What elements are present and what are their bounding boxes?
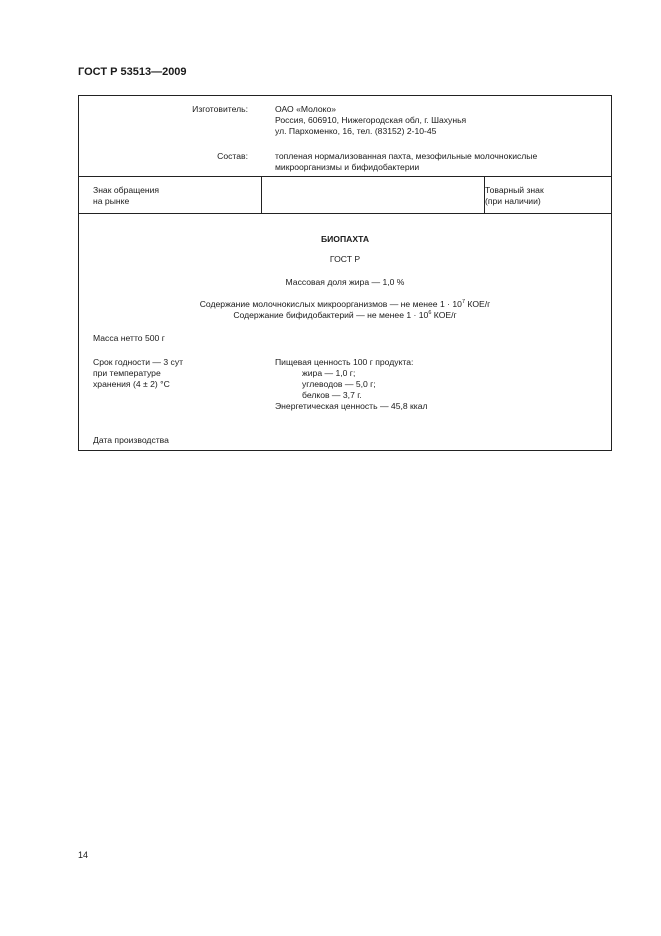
nutrition-fat: жира — 1,0 г; — [302, 368, 356, 378]
fat-content: Массовая доля жира — 1,0 % — [285, 277, 405, 287]
net-mass: Масса нетто 500 г — [93, 333, 165, 343]
composition-line: топленая нормализованная пахта, мезофильные молочнокислые — [275, 151, 538, 161]
bifido-content: Содержание бифидобактерий — не менее $1 \cdot 10^6$ КОЕ/г — [233, 310, 457, 320]
trademark-label: Товарный знак — [485, 185, 544, 195]
manufacturer-line: ОАО «Молоко» — [275, 104, 337, 114]
composition-label: Состав: — [217, 151, 248, 161]
manufacturer-line: Россия, 606910, Нижегородская обл, г. Шахунья — [275, 115, 467, 125]
composition-line: микроорганизмы и бифидобактерии — [275, 162, 420, 172]
trademark-label: (при наличии) — [485, 196, 541, 206]
manufacturer-line: ул. Пархоменко, 16, тел. (83152) 2-10-45 — [275, 126, 437, 136]
page-number: 14 — [78, 850, 89, 860]
market-sign-label: Знак обращения — [93, 185, 160, 195]
shelf-life-line: при температуре — [93, 368, 161, 378]
product-standard: ГОСТ Р — [329, 254, 361, 264]
page-header: ГОСТ Р 53513—2009 — [78, 66, 187, 78]
divider — [79, 176, 611, 177]
nutrition-protein: белков — 3,7 г. — [302, 390, 362, 400]
shelf-life-line: Срок годности — 3 сут — [93, 357, 184, 367]
divider — [79, 213, 611, 214]
product-name: БИОПАХТА — [320, 234, 370, 244]
nutrition-carbs: углеводов — 5,0 г; — [302, 379, 376, 389]
divider — [261, 176, 262, 213]
nutrition-title: Пищевая ценность 100 г продукта: — [275, 357, 414, 367]
manufacturer-label: Изготовитель: — [192, 104, 248, 114]
production-date: Дата производства — [93, 435, 169, 445]
microorganisms-content: Содержание молочнокислых микроорганизмов — не менее $1 \cdot 10^7$ КОЕ/г — [199, 299, 491, 309]
energy-value: Энергетическая ценность — 45,8 ккал — [275, 401, 428, 411]
label-frame — [78, 95, 612, 451]
shelf-life-line: хранения (4 ± 2) °С — [93, 379, 170, 389]
market-sign-label: на рынке — [93, 196, 130, 206]
